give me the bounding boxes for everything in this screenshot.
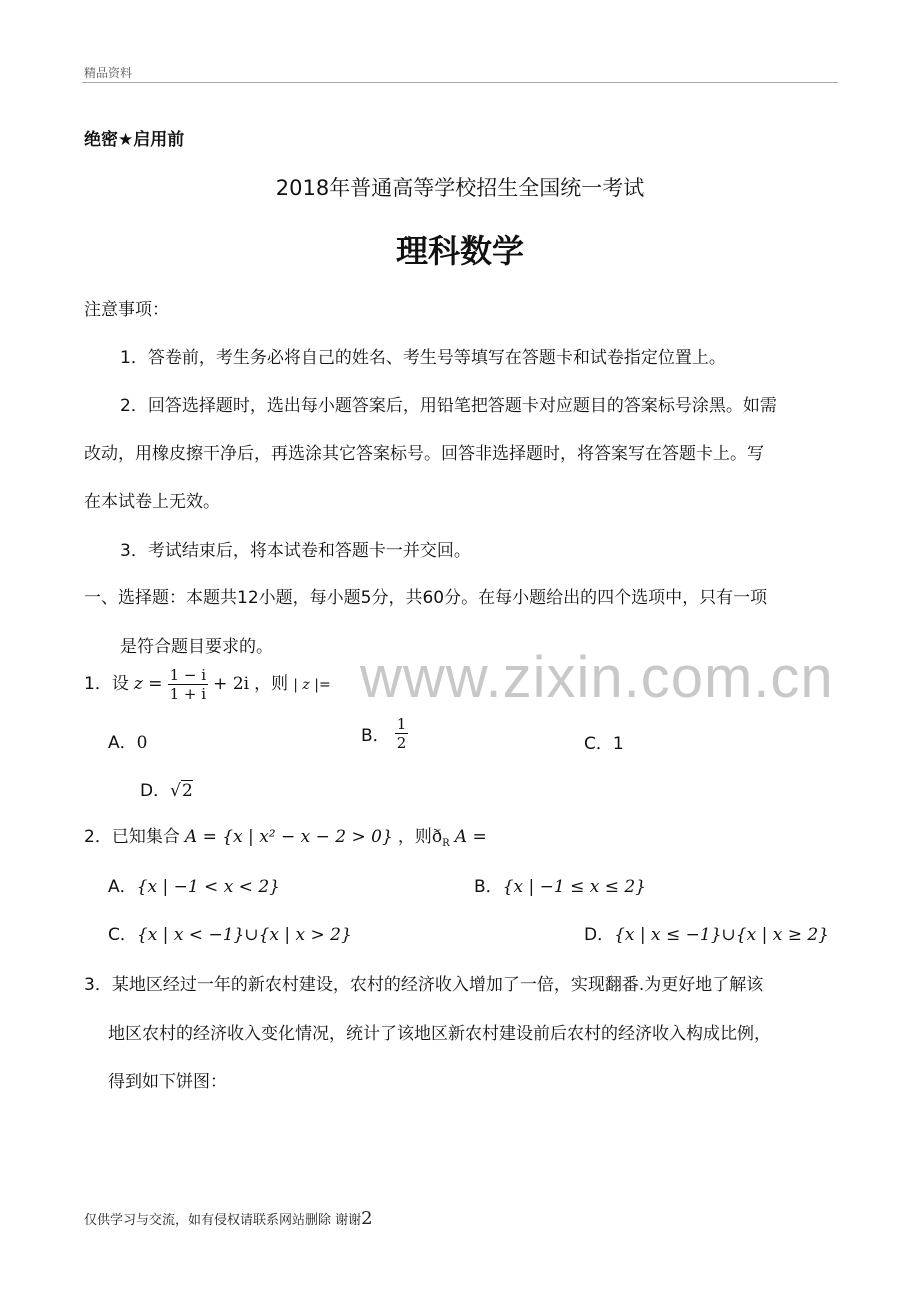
q1-tail: ，则: [254, 674, 289, 694]
q1-option-b-fraction: [395, 715, 409, 752]
q2-complement-sub: R: [442, 838, 450, 850]
q1-label: 1．设: [84, 674, 129, 694]
exam-title: 2018年普通高等学校招生全国统一考试: [275, 176, 645, 200]
note-item-3: 3．考试结束后，将本试卷和答题卡一并交回。: [120, 541, 471, 561]
section-1-line-1: 一、选择题：本题共12小题，每小题5分，共60分。在每小题给出的四个选项中，只有一项: [84, 588, 768, 608]
q2-option-d: [584, 920, 829, 945]
q2-complement-rhs: A =: [454, 827, 487, 847]
note-item-1: 1．答卷前，考生务必将自己的姓名、考生号等填写在答题卡和试卷指定位置上。: [120, 348, 726, 368]
q2-option-a: [108, 872, 280, 897]
q1-option-a: [108, 728, 147, 753]
q1-option-b-denominator: 2: [396, 734, 407, 752]
footer: [84, 1208, 373, 1229]
note-item-2-line-1: 2．回答选择题时，选出每小题答案后，用铅笔把答题卡对应题目的答案标号涂黑。如需: [120, 396, 777, 416]
watermark: www.zixin.com.cn: [360, 645, 834, 710]
q3-line-1: 3．某地区经过一年的新农村建设，农村的经济收入增加了一倍，实现翻番.为更好地了解该: [84, 975, 764, 995]
q1-option-b: [361, 715, 408, 752]
q2-option-c: [108, 920, 352, 945]
q2-option-b-label: B．: [474, 877, 503, 897]
q1-option-d-label: D．: [140, 781, 171, 801]
q2-option-b-value: {x | −1 ≤ x ≤ 2}: [502, 877, 646, 897]
q1-frac-numerator: 1 − i: [169, 666, 207, 684]
note-item-2-line-3: 在本试卷上无效。: [84, 492, 220, 512]
q3-line-3: 得到如下饼图：: [108, 1072, 227, 1092]
q1-frac-denominator: 1 + i: [169, 685, 207, 703]
question-1: [84, 666, 331, 703]
q1-abs: | z |=: [293, 677, 331, 693]
q2-complement: ð: [431, 827, 443, 847]
sqrt-sign: √: [170, 781, 181, 801]
q1-option-d-value: 2: [181, 781, 193, 801]
confidential-mark: 绝密★启用前: [84, 130, 185, 150]
q1-rhs: + 2i: [213, 674, 250, 694]
question-2: [84, 822, 487, 849]
q2-option-a-value: {x | −1 < x < 2}: [136, 877, 280, 897]
q2-option-a-label: A．: [108, 877, 137, 897]
notes-heading: 注意事项：: [84, 300, 169, 320]
q2-set: A = {x | x² − x − 2 > 0}: [184, 827, 393, 847]
q1-option-a-label: A．: [108, 733, 137, 753]
header-rule: [82, 82, 838, 83]
q2-option-d-label: D．: [584, 925, 615, 945]
subject-title: 理科数学: [395, 232, 524, 270]
q1-option-d: [140, 776, 193, 801]
q1-fraction: [168, 666, 208, 703]
q2-option-b: [474, 872, 646, 897]
q2-option-c-value: {x | x < −1}∪{x | x > 2}: [136, 925, 352, 945]
q1-option-c: C．1: [584, 734, 624, 754]
page-number: 2: [361, 1208, 373, 1229]
q2-label: 2．已知集合: [84, 827, 180, 847]
footer-text: 仅供学习与交流，如有侵权请联系网站删除 谢谢: [84, 1213, 362, 1228]
q2-tail: ，则: [397, 827, 432, 847]
q2-option-d-value: {x | x ≤ −1}∪{x | x ≥ 2}: [614, 925, 830, 945]
note-item-2-line-2: 改动，用橡皮擦干净后，再选涂其它答案标号。回答非选择题时，将答案写在答题卡上。写: [84, 444, 764, 464]
q1-option-a-value: 0: [136, 733, 148, 753]
q3-line-2: 地区农村的经济收入变化情况，统计了该地区新农村建设前后农村的经济收入构成比例，: [108, 1024, 771, 1044]
header-label: 精品资料: [84, 66, 133, 80]
section-1-line-2: 是符合题目要求的。: [120, 637, 273, 657]
q1-option-b-label: B．: [361, 726, 390, 746]
q1-lhs: z =: [133, 674, 163, 694]
q2-option-c-label: C．: [108, 925, 137, 945]
q1-option-b-numerator: 1: [396, 715, 407, 733]
